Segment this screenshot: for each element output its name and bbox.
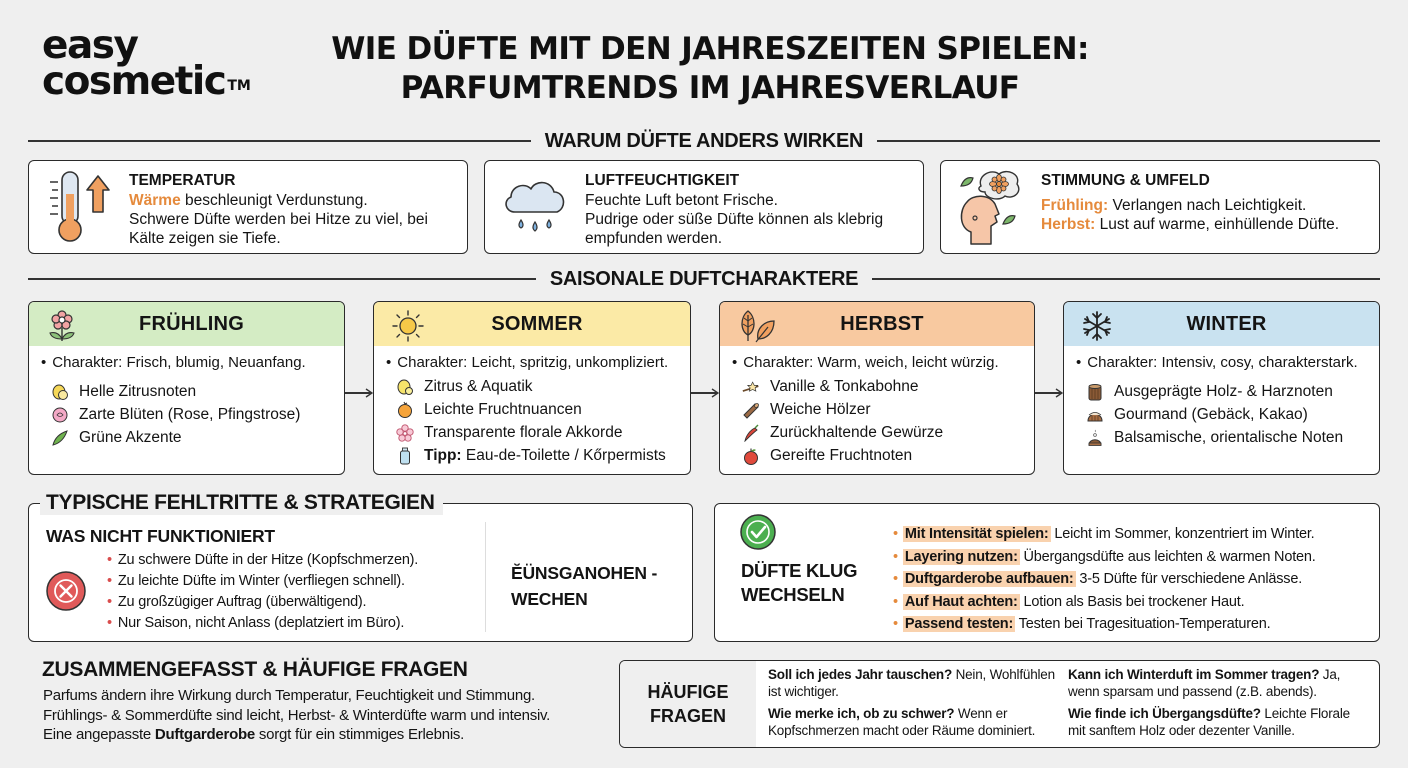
divider (872, 278, 1380, 280)
factor-accent: Wärme (129, 192, 181, 209)
mistake-item: • Zu schwere Düfte in der Hitze (Kopfschmerzen). (107, 550, 418, 571)
season-header (29, 302, 344, 346)
faq-item (768, 705, 1062, 739)
thermometer-icon (29, 161, 129, 251)
note-text: Transparente florale Akkorde (424, 424, 623, 441)
tip-label: Tipp: (424, 447, 462, 464)
mistake-item: • Zu großzügiger Auftrag (überwältigend). (107, 592, 418, 613)
season-card-autumn (719, 301, 1035, 475)
faq-answer: Nein, Wohlfühlen ist wichtiger. (768, 667, 1055, 699)
divider (28, 278, 536, 280)
mistake-item: • Zu leichte Düfte im Winter (verfliegen schnell). (107, 571, 418, 592)
brand-logo (42, 23, 251, 104)
factor-text: Pudrige oder süße Düfte können als klebrig empfunden werden. (585, 211, 884, 247)
season-name: HERBST (840, 312, 924, 335)
season-header (1064, 302, 1379, 346)
note-item (396, 421, 690, 444)
summary-line: Parfums ändern ihre Wirkung durch Temperatur, Feuchtigkeit und Stimmung. (43, 687, 535, 704)
season-card-winter (1063, 301, 1380, 475)
season-name: SOMMER (491, 312, 583, 335)
mistakes-panel (28, 503, 693, 642)
faq-question: Wie merke ich, ob zu schwer? (768, 706, 955, 721)
section-label: WARUM DÜFTE ANDERS WIRKEN (544, 129, 864, 152)
faq-question: Kann ich Winterduft im Sommer tragen? (1068, 667, 1320, 682)
note-item (1086, 426, 1379, 449)
rose-icon (51, 406, 69, 424)
note-text: Helle Zitrusnoten (79, 383, 197, 400)
strategy-text: Testen bei Tragesituation-Temperaturen. (1015, 616, 1271, 632)
note-item (51, 380, 344, 403)
note-text: Ausgeprägte Holz- & Harznoten (1114, 383, 1333, 400)
note-text: Zarte Blüten (Rose, Pfingstrose) (79, 406, 301, 423)
note-text: Zurückhaltende Gewürze (770, 424, 944, 441)
note-item (1086, 403, 1379, 426)
strategy-item (893, 613, 1316, 636)
note-text: Gourmand (Gebäck, Kakao) (1114, 406, 1308, 423)
strategy-item (893, 591, 1316, 614)
factor-text: Feuchte Luft betont Frische. (585, 192, 778, 209)
vanilla-icon (742, 378, 760, 396)
note-text: Zitrus & Aquatik (424, 378, 533, 395)
note-item (51, 426, 344, 449)
title-line1: WIE DÜFTE MIT DEN JAHRESZEITEN SPIELEN: (331, 31, 1089, 67)
faq-panel (619, 660, 1380, 748)
season-header (374, 302, 690, 346)
strategies-list (893, 523, 1316, 636)
head-thought-icon (941, 161, 1041, 251)
section-label: SAISONALE DUFTCHARAKTERE (549, 267, 859, 290)
title-line2: PARFUMTRENDS IM JAHRESVERLAUF (400, 70, 1020, 106)
orange-icon (396, 401, 414, 419)
autumn-leaves-icon (736, 309, 770, 341)
factor-text: beschleunigt Verdunstung. (180, 192, 368, 209)
factor-card-temperature (28, 160, 468, 254)
faq-item (1068, 705, 1368, 739)
note-text: Vanille & Tonkabohne (770, 378, 919, 395)
note-text: Balsamische, orientalische Noten (1114, 429, 1344, 446)
strategy-text: 3-5 Düfte für verschiedene Anlässe. (1075, 571, 1303, 587)
strategy-item (893, 523, 1316, 546)
season-name: WINTER (1186, 312, 1267, 335)
note-item (396, 398, 690, 421)
factor-text: Schwere Düfte werden bei Hitze zu viel, bei Kälte zeigen sie Tiefe. (129, 211, 428, 247)
faq-label-line2: FRAGEN (650, 706, 726, 726)
factor-text: Lust auf warme, einhüllende Düfte. (1095, 216, 1340, 233)
strategy-key: Passend testen: (904, 616, 1014, 632)
arrow-connector (1035, 388, 1063, 398)
summary-title: ZUSAMMENGEFASST & HÄUFIGE FRAGEN (42, 658, 468, 681)
note-text: Eau-de-Toilette / Kőrpermists (461, 447, 666, 464)
trademark-mark: TM (227, 78, 251, 94)
strategy-key: Duftgarderobe aufbauen: (904, 571, 1074, 587)
lemon-icon (51, 383, 69, 401)
side-label-line1: ĔÜNSGANOHEN - (511, 563, 658, 583)
strategies-title (741, 559, 857, 607)
sun-icon (390, 309, 424, 341)
section-heading-why (28, 129, 1380, 153)
season-name: FRÜHLING (139, 312, 244, 335)
season-card-summer (373, 301, 691, 475)
mistakes-list (107, 550, 418, 634)
mistakes-subtitle: WAS NICHT FUNKTIONIERT (46, 526, 275, 546)
mistake-item: • Nur Saison, nicht Anlass (deplatziert im Büro). (107, 613, 418, 634)
side-label-line2: WECHEN (511, 589, 588, 609)
note-item (396, 444, 690, 467)
faq-column (1062, 661, 1368, 747)
lemon-icon (396, 378, 414, 396)
arrow-connector (691, 388, 719, 398)
strategy-item (893, 546, 1316, 569)
season-header (720, 302, 1034, 346)
summary-line: sorgt für ein stimmiges Erlebnis. (255, 726, 465, 743)
snowflake-icon (1080, 309, 1114, 341)
note-item (742, 421, 1034, 444)
summary-bold: Duftgarderobe (154, 726, 256, 743)
faq-question: Soll ich jedes Jahr tauschen? (768, 667, 953, 682)
chili-icon (742, 424, 760, 442)
season-card-spring (28, 301, 345, 475)
strategy-item (893, 568, 1316, 591)
summary-line: Frühlings- & Sommerdüfte sind leicht, Herbst- & Winterdüfte warm und intensiv. (43, 706, 551, 724)
apple-icon (742, 447, 760, 465)
factor-text: Verlangen nach Leichtigkeit. (1108, 197, 1307, 214)
faq-answer: Leichte Florale mit sanftem Holz oder dezenter Vanille. (1068, 706, 1350, 738)
summary-line: Eine angepasste (43, 726, 155, 743)
brand-name-line2: cosmetic (42, 59, 226, 104)
note-text: Gereifte Fruchtnoten (770, 447, 913, 464)
note-text: Leichte Fruchtnuancen (424, 401, 582, 418)
strategy-text: Übergangsdüfte aus leichten & warmen Noten. (1019, 548, 1316, 565)
arrow-connector (345, 388, 373, 398)
note-item (742, 398, 1034, 421)
faq-answer: Wenn er Kopfschmerzen macht oder Räume dominiert. (768, 706, 1036, 738)
factor-title: TEMPERATUR (129, 172, 236, 189)
divider (877, 140, 1380, 142)
blossom-icon (396, 424, 414, 442)
strategy-text: Leicht im Sommer, konzentriert im Winter. (1050, 526, 1315, 542)
strategy-key: Layering nutzen: (904, 548, 1018, 565)
pastry-icon (1086, 406, 1104, 424)
strategy-text: Lotion als Basis bei trockener Haut. (1019, 593, 1245, 610)
strategies-title-line1: DÜFTE KLUG (741, 560, 858, 581)
faq-label (620, 661, 756, 747)
check-circle-icon (739, 513, 777, 556)
strategies-title-line2: WECHSELN (741, 584, 845, 605)
note-item (51, 403, 344, 426)
divider (28, 140, 531, 142)
note-item (1086, 380, 1379, 403)
note-item (396, 375, 690, 398)
mistakes-side-label (511, 560, 657, 612)
factor-accent: Frühling: (1041, 197, 1109, 214)
note-text: Grüne Akzente (79, 429, 182, 446)
note-item (742, 444, 1034, 467)
faq-answer: Ja, wenn sparsam und passend (z.B. abends). (1068, 667, 1341, 699)
season-character: • Charakter: Leicht, spritzig, unkompliziert. (374, 346, 690, 372)
strategy-key: Mit Intensität spielen: (904, 526, 1049, 542)
error-x-icon (45, 570, 87, 617)
divider (485, 522, 486, 632)
green-leaf-icon (51, 429, 69, 447)
factor-title: LUFTFEUCHTIGKEIT (585, 172, 740, 189)
faq-item (1068, 666, 1368, 700)
summary-text (43, 686, 613, 745)
season-character: • Charakter: Intensiv, cosy, charakterstark. (1064, 346, 1379, 372)
factor-card-mood (940, 160, 1380, 254)
season-character: • Charakter: Warm, weich, leicht würzig. (720, 346, 1034, 372)
section-heading-seasons (28, 267, 1380, 291)
factor-card-humidity (484, 160, 924, 254)
rain-cloud-icon (485, 161, 585, 251)
note-item (742, 375, 1034, 398)
wood-log-icon (742, 401, 760, 419)
tree-stump-icon (1086, 383, 1104, 401)
note-text: Weiche Hölzer (770, 401, 871, 418)
faq-item (768, 666, 1062, 700)
incense-icon (1086, 429, 1104, 447)
factor-accent: Herbst: (1041, 216, 1096, 233)
strategy-key: Auf Haut achten: (904, 593, 1018, 610)
faq-label-line1: HÄUFIGE (647, 682, 729, 702)
factor-title: STIMMUNG & UMFELD (1041, 172, 1210, 189)
flower-icon (45, 309, 79, 341)
page-title (260, 30, 1160, 108)
mistakes-section-title: TYPISCHE FEHLTRITTE & STRATEGIEN (40, 491, 443, 515)
strategies-panel (714, 503, 1380, 642)
brand-name-line1: easy (42, 23, 138, 68)
faq-question: Wie finde ich Übergangsdüfte? (1068, 706, 1261, 721)
faq-column (756, 661, 1062, 747)
spray-bottle-icon (396, 447, 414, 465)
season-character: • Charakter: Frisch, blumig, Neuanfang. (29, 346, 344, 372)
